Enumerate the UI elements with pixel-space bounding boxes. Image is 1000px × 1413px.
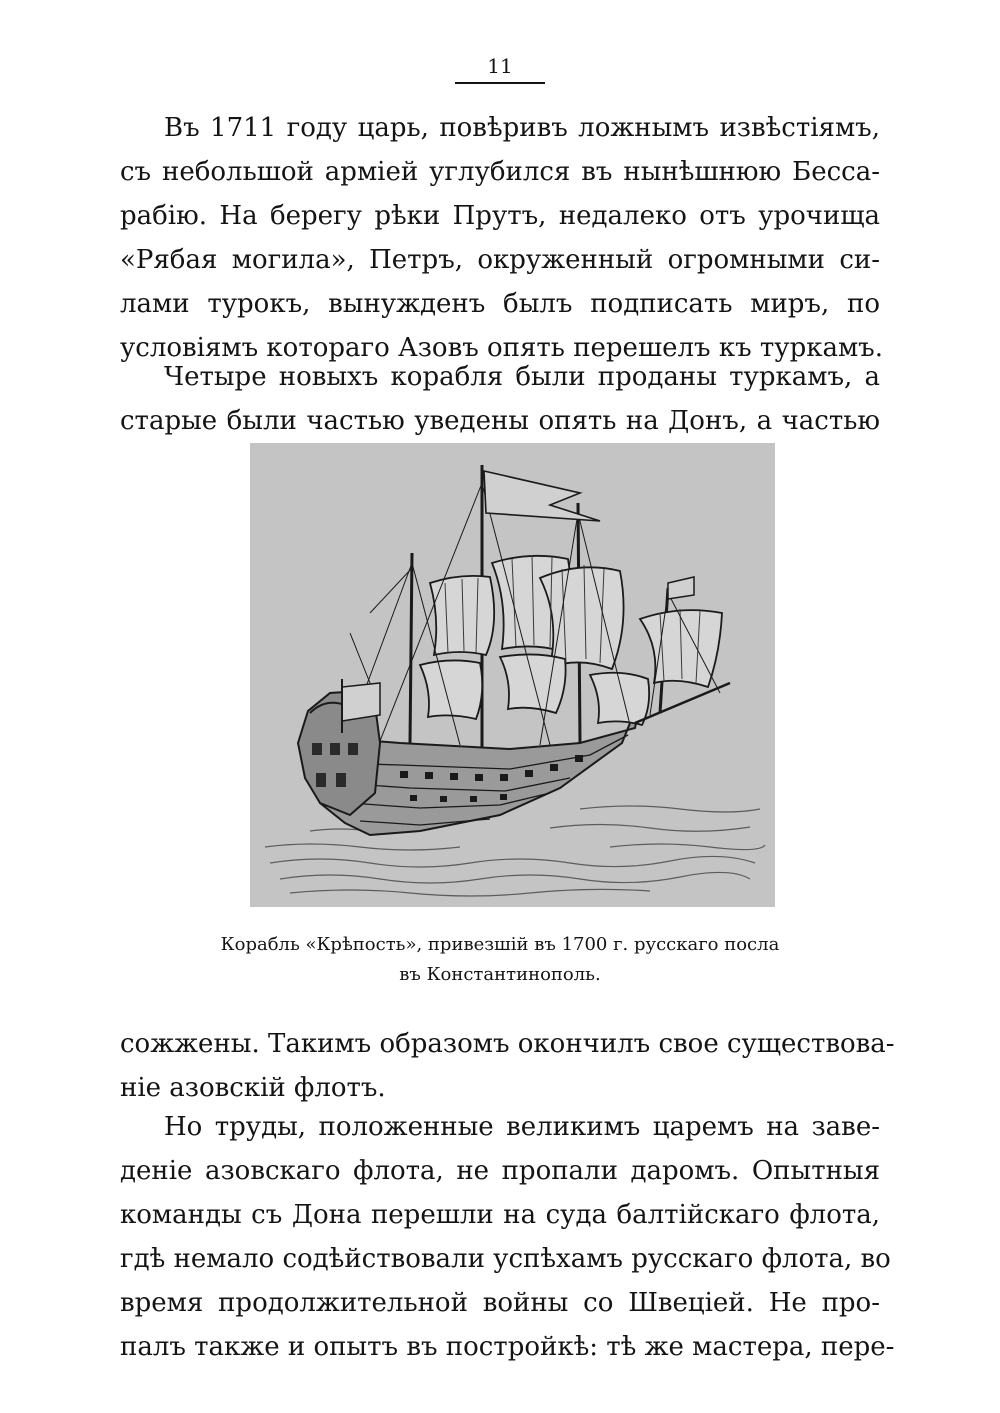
figure-caption xyxy=(150,930,850,990)
text-line: лами турокъ, вынужденъ былъ подписать миръ, по xyxy=(120,289,880,319)
text-line: гдѣ немало содѣйствовали успѣхамъ русскаго флота, во xyxy=(120,1244,891,1274)
paragraph-2 xyxy=(120,355,880,443)
paragraph-3 xyxy=(120,1022,895,1110)
caption-line: Корабль «Крѣпость», привезшій въ 1700 г. русскаго посла xyxy=(220,934,780,955)
sailing-ship-icon xyxy=(250,443,775,907)
text-line: Въ 1711 году царь, повѣривъ ложнымъ извѣстіямъ, xyxy=(164,113,880,143)
text-line: условіямъ котораго Азовъ опять перешелъ къ туркамъ. xyxy=(120,333,883,363)
text-line: старые были частью уведены опять на Донъ, а частью xyxy=(120,406,880,436)
text-line: съ небольшой арміей углубился въ нынѣшнюю Бесса- xyxy=(120,157,880,187)
text-line: ніе азовскій флотъ. xyxy=(120,1073,386,1103)
text-line: Четыре новыхъ корабля были проданы туркамъ, а xyxy=(164,362,880,392)
text-line: время продолжительной войны со Швеціей. Не про- xyxy=(120,1288,880,1318)
text-line: Но труды, положенные великимъ царемъ на заве- xyxy=(164,1112,880,1142)
text-line: «Рябая могила», Петръ, окруженный огромными си- xyxy=(120,245,880,275)
text-line: деніе азовскаго флота, не пропали даромъ. Опытныя xyxy=(120,1156,880,1186)
text-line: сожжены. Такимъ образомъ окончилъ свое существова- xyxy=(120,1029,895,1059)
paragraph-1 xyxy=(120,106,883,370)
paragraph-4 xyxy=(120,1105,895,1369)
text-line: рабію. На берегу рѣки Прутъ, недалеко отъ урочища xyxy=(120,201,880,231)
ship-illustration xyxy=(250,443,775,907)
page-number-rule xyxy=(455,82,545,84)
text-line: палъ также и опытъ въ постройкѣ: тѣ же мастера, пере- xyxy=(120,1332,895,1362)
caption-line: въ Константинополь. xyxy=(399,964,601,985)
page-number: 11 xyxy=(487,54,513,78)
text-line: команды съ Дона перешли на суда балтійскаго флота, xyxy=(120,1200,880,1230)
